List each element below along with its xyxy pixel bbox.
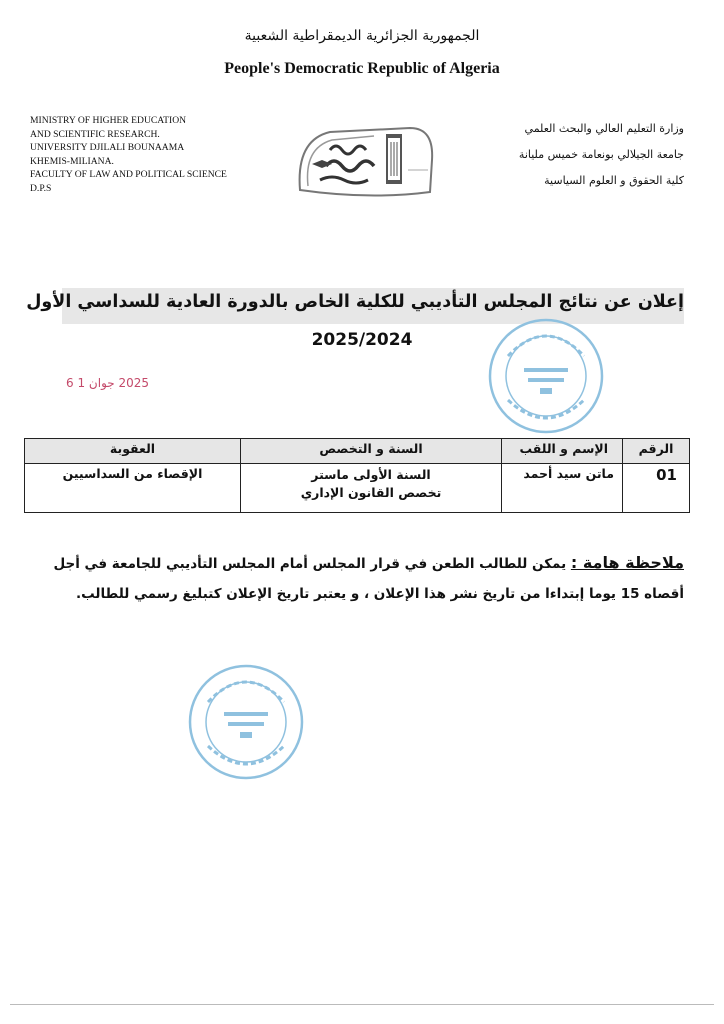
table-row [25, 464, 690, 513]
header-line: MINISTRY OF HIGHER EDUCATION [30, 115, 187, 126]
header-line: FACULTY OF LAW AND POLITICAL SCIENCE [30, 169, 227, 180]
row-year: السنة الأولى ماستر [311, 467, 431, 482]
header-line: KHEMIS-MILIANA. [30, 155, 114, 167]
row-number: 01 [623, 464, 690, 513]
row-student-name: ماتن سيد أحمد [502, 464, 623, 513]
table-header-row [25, 439, 690, 464]
important-note [26, 548, 684, 609]
official-stamp-icon [478, 316, 614, 436]
row-penalty: الإقصاء من السداسيين [25, 464, 241, 513]
header-line: كلية الحقوق و العلوم السياسية [544, 174, 684, 187]
note-label: ملاحظة هامة : [570, 553, 684, 572]
institution-header-english [30, 114, 280, 195]
university-logo [290, 120, 440, 200]
header-line: AND SCIENTIFIC RESEARCH. [30, 128, 160, 140]
country-name-english: People's Democratic Republic of Algeria [224, 60, 500, 77]
row-specialty: تخصص القانون الإداري [300, 485, 442, 500]
institution-header-arabic [464, 116, 684, 194]
header-penalty: العقوبة [25, 439, 241, 464]
footer-divider [10, 1004, 714, 1005]
header-line: UNIVERSITY DJILALI BOUNAAMA [30, 142, 185, 153]
note-text-1: يمكن للطالب الطعن في قرار المجلس أمام المجلس التأديبي للجامعة في أجل [53, 556, 567, 572]
header-line: D.P.S [30, 182, 52, 194]
note-line-1 [26, 548, 684, 579]
header-year-specialty: السنة و التخصص [241, 439, 502, 464]
header-number: الرقم [623, 439, 690, 464]
results-table [24, 438, 690, 513]
country-name-arabic: الجمهورية الجزائرية الديمقراطية الشعبية [244, 28, 480, 44]
date-stamp: 2025 جوان 1 6 [66, 376, 150, 390]
header-name: الإسم و اللقب [502, 439, 623, 464]
official-stamp-icon [176, 662, 316, 782]
announcement-title: إعلان عن نتائج المجلس التأديبي للكلية الخاص بالدورة العادية للسداسي الأول [26, 292, 684, 312]
header-line: جامعة الجيلالي بونعامة خميس مليانة [518, 148, 684, 161]
note-text-2: أقصاه 15 يوما إبتداءا من تاريخ نشر هذا الإعلان ، و يعتبر تاريخ الإعلان كتبليغ رسمي للطالب. [76, 586, 684, 602]
row-year-specialty [241, 464, 502, 513]
header-line: وزارة التعليم العالي والبحث العلمي [524, 122, 684, 135]
announcement-year: 2025/2024 [311, 330, 413, 350]
